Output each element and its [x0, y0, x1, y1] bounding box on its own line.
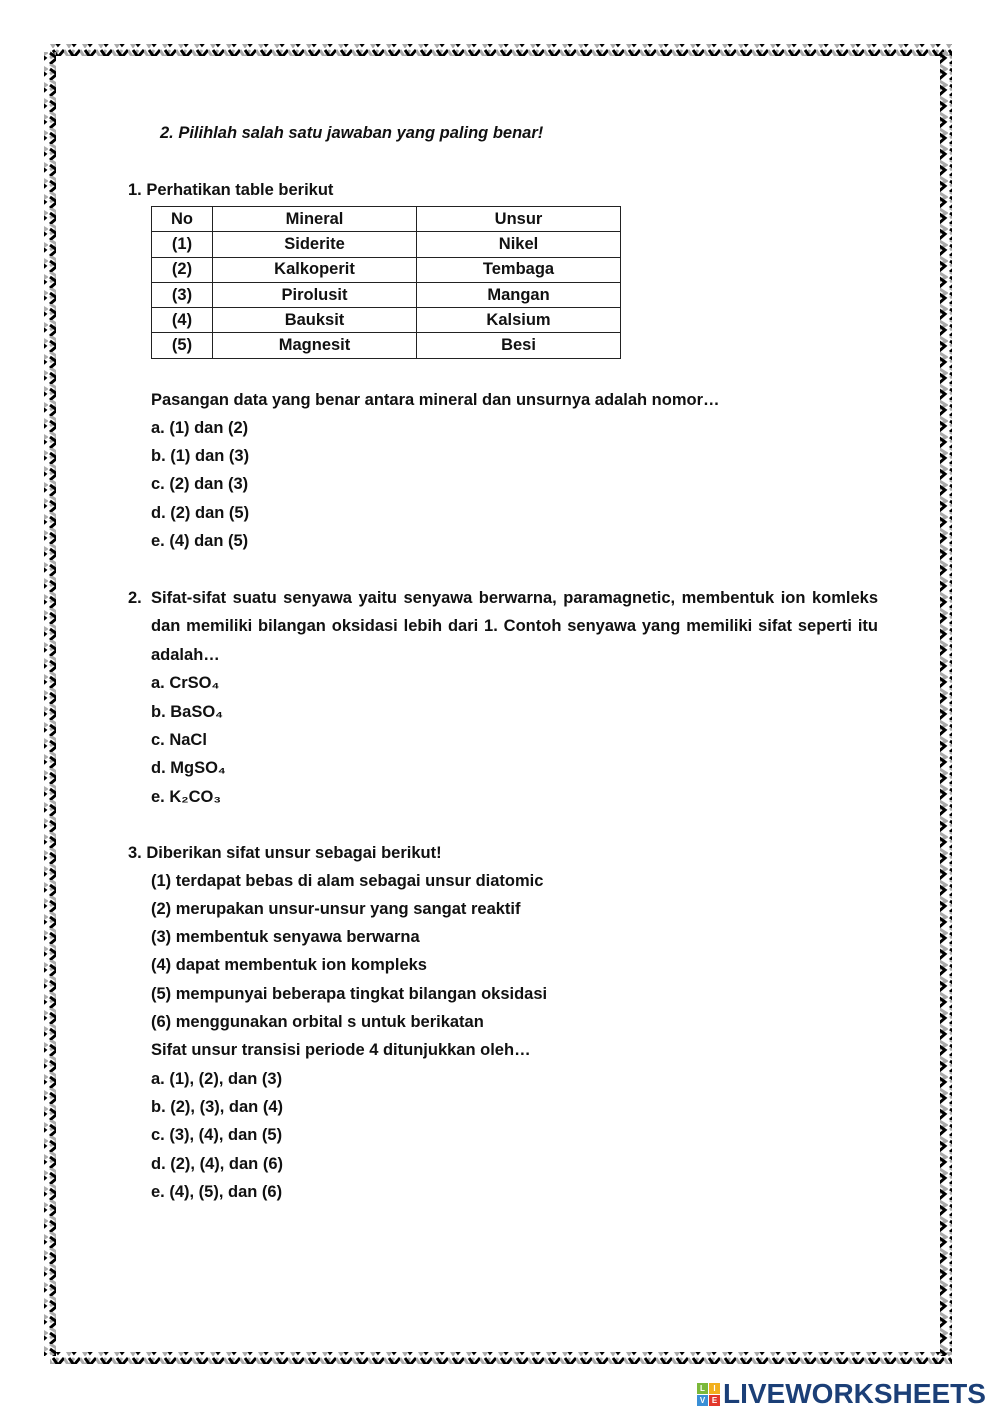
header-unsur: Unsur	[417, 207, 621, 232]
q3-title: 3. Diberikan sifat unsur sebagai berikut!	[128, 844, 442, 862]
cell: Tembaga	[417, 257, 621, 282]
table-row	[152, 232, 621, 257]
q1-option-a[interactable]: a. (1) dan (2)	[151, 419, 249, 437]
cell: Bauksit	[213, 308, 417, 333]
cell: (3)	[152, 282, 213, 307]
cell: Siderite	[213, 232, 417, 257]
header-mineral: Mineral	[213, 207, 417, 232]
q2-option-a[interactable]: a. CrSO₄	[151, 674, 220, 692]
q3-item: (2) merupakan unsur-unsur yang sangat reaktif	[151, 900, 521, 918]
cell: Kalsium	[417, 308, 621, 333]
q1-option-b[interactable]: b. (1) dan (3)	[151, 447, 250, 465]
q3-option-e[interactable]: e. (4), (5), dan (6)	[151, 1183, 283, 1201]
logo-letter: I	[709, 1383, 720, 1394]
table-row	[152, 282, 621, 307]
q3-option-a[interactable]: a. (1), (2), dan (3)	[151, 1070, 283, 1088]
q3-item: (4) dapat membentuk ion kompleks	[151, 956, 427, 974]
cell: (5)	[152, 333, 213, 358]
q3-item: (3) membentuk senyawa berwarna	[151, 928, 420, 946]
cell: Besi	[417, 333, 621, 358]
cell: Pirolusit	[213, 282, 417, 307]
q3-item: (5) mempunyai beberapa tingkat bilangan oksidasi	[151, 985, 548, 1003]
q1-option-c[interactable]: c. (2) dan (3)	[151, 475, 249, 493]
q2-option-c[interactable]: c. NaCl	[151, 731, 207, 749]
cell: (1)	[152, 232, 213, 257]
cell: (4)	[152, 308, 213, 333]
q1-option-e[interactable]: e. (4) dan (5)	[151, 532, 249, 550]
mineral-table	[151, 206, 621, 359]
table-row	[152, 333, 621, 358]
instruction-heading: 2. Pilihlah salah satu jawaban yang paling benar!	[160, 124, 544, 142]
liveworksheets-logo	[697, 1378, 986, 1410]
q1-title: 1. Perhatikan table berikut	[128, 181, 334, 199]
q3-item: (1) terdapat bebas di alam sebagai unsur diatomic	[151, 872, 544, 890]
q3-option-d[interactable]: d. (2), (4), dan (6)	[151, 1155, 283, 1173]
q2-text: Sifat-sifat suatu senyawa yaitu senyawa berwarna, paramagnetic, membentuk ion komleks dan memiliki bilangan oksidasi lebih dari 1. Contoh senyawa yang memiliki sifat seperti itu adalah…	[151, 589, 878, 664]
q3-item: (6) menggunakan orbital s untuk berikatan	[151, 1013, 484, 1031]
q2-option-b[interactable]: b. BaSO₄	[151, 703, 224, 721]
cell: Magnesit	[213, 333, 417, 358]
q2-number: 2.	[128, 589, 142, 607]
table-row	[152, 257, 621, 282]
q3-option-c[interactable]: c. (3), (4), dan (5)	[151, 1126, 283, 1144]
q1-option-d[interactable]: d. (2) dan (5)	[151, 504, 250, 522]
cell: Nikel	[417, 232, 621, 257]
q3-option-b[interactable]: b. (2), (3), dan (4)	[151, 1098, 283, 1116]
logo-letter: E	[709, 1395, 720, 1406]
logo-letter: V	[697, 1395, 708, 1406]
cell: Mangan	[417, 282, 621, 307]
header-no: No	[152, 207, 213, 232]
q2-option-d[interactable]: d. MgSO₄	[151, 759, 226, 777]
logo-wordmark: LIVEWORKSHEETS	[723, 1378, 986, 1409]
q2-option-e[interactable]: e. K₂CO₃	[151, 788, 221, 806]
table-header-row	[152, 207, 621, 232]
cell: Kalkoperit	[213, 257, 417, 282]
cell: (2)	[152, 257, 213, 282]
q3-question: Sifat unsur transisi periode 4 ditunjukkan oleh…	[151, 1041, 531, 1059]
logo-letter: L	[697, 1383, 708, 1394]
table-row	[152, 308, 621, 333]
q1-question: Pasangan data yang benar antara mineral dan unsurnya adalah nomor…	[151, 391, 720, 409]
live-logo-icon	[697, 1383, 720, 1406]
